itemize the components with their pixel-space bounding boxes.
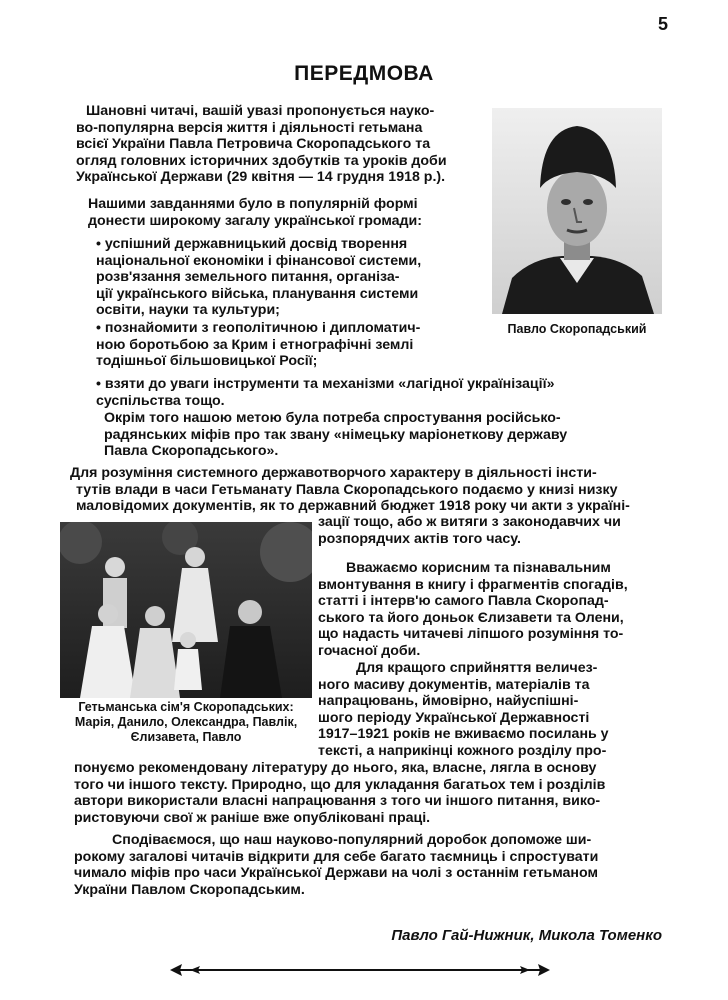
- text-line: освіти, науки та культури;: [96, 302, 280, 318]
- text-line: розв'язання земельного питання, організа-: [96, 269, 400, 285]
- text-line: Павла Скоропадського».: [104, 443, 279, 459]
- authors-signature: Павло Гай-Нижник, Микола Томенко: [391, 927, 662, 944]
- text-line: рокому загалові читачів відкрити для себе багато таємниць і спростувати: [74, 848, 599, 865]
- text-line: тутів влади в часи Гетьманату Павла Скоропадського подаємо у книзі низку: [76, 481, 618, 498]
- text-line: тексті, а наприкінці кожного розділу про-: [318, 742, 607, 759]
- closing-paragraph: [74, 832, 670, 898]
- family-photo-caption: [52, 700, 320, 745]
- portrait-caption: Павло Скоропадський: [507, 322, 647, 336]
- text-line: Окрім того нашою метою була потреба спростування російсько-: [104, 410, 561, 426]
- text-line: ною боротьбою за Крим і етнографічні землі: [96, 336, 414, 353]
- text-line: радянських міфів про так звану «німецьку маріонеткову державу: [104, 426, 568, 443]
- documents-paragraph: [70, 465, 670, 515]
- text-line: огляд головних історичних здобутків та уроків доби: [76, 152, 447, 169]
- sources-paragraph: [318, 660, 668, 759]
- text-line: • успішний державницький досвід творення: [96, 236, 408, 252]
- text-line: гочасної доби.: [318, 642, 421, 659]
- bullet-item: [96, 236, 488, 319]
- text-line: во-популярна версія життя і діяльності гетьмана: [76, 119, 423, 136]
- text-line: статті і інтерв'ю самого Павла Скоропад-: [318, 593, 609, 609]
- text-line: ції українського війська, планування системи: [96, 285, 419, 302]
- text-line: маловідомих документів, як то державний бюджет 1918 року чи акти з україні-: [76, 498, 630, 514]
- text-line: ського та його доньок Єлизавети та Олени,: [318, 609, 624, 626]
- text-line: шого періоду Української Державності: [318, 709, 590, 726]
- text-line: всієї України Павла Петровича Скоропадського та: [76, 136, 431, 152]
- text-line: 1917–1921 років не вживаємо посилань у: [318, 726, 609, 742]
- text-line: Для кращого сприйняття величез-: [356, 660, 598, 676]
- text-line: чимало міфів про часи Української Держави на чолі з останнім гетьманом: [74, 865, 598, 881]
- page-number: 5: [657, 14, 668, 34]
- intro-paragraph: [76, 103, 488, 186]
- bullet-item: [96, 320, 488, 370]
- text-line: Нашими завданнями було в популярній формі: [88, 196, 418, 212]
- documents-continued: [318, 514, 668, 547]
- caption-line: Марія, Данило, Олександра, Павлік,: [74, 715, 298, 729]
- text-line: розпорядчих актів того часу.: [318, 530, 521, 547]
- text-line: ного масиву документів, матеріалів та: [318, 676, 590, 693]
- text-line: ристовуючи свої ж раніше вже опубліковані праці.: [74, 809, 431, 826]
- aim-paragraph: [104, 410, 664, 460]
- portrait-illustration: [492, 108, 662, 314]
- text-line: зації тощо, або ж витяги з законодавчих чи: [318, 514, 621, 530]
- text-line: Для розуміння системного державотворчого характеру в діяльності інсти-: [70, 465, 597, 481]
- tasks-paragraph: [88, 196, 488, 229]
- ornament-divider: [170, 960, 550, 980]
- bullet-item: [96, 376, 666, 409]
- text-line: автори використали власні напрацювання з того чи іншого питання, вико-: [74, 793, 601, 809]
- text-line: напрацювань, ймовірно, найуспішні-: [318, 693, 579, 709]
- caption-line: Гетьманська сім'я Скоропадських:: [78, 700, 294, 714]
- text-line: Вважаємо корисним та пізнавальним: [346, 560, 611, 576]
- text-line: • познайомити з геополітичною і дипломатич-: [96, 320, 421, 336]
- text-line: того чи іншого тексту. Природно, що для укладання багатьох тем і розділів: [74, 776, 606, 793]
- family-illustration: [60, 522, 312, 698]
- text-line: • взяти до уваги інструменти та механізми «лагідної українізації»: [96, 376, 555, 392]
- text-line: Сподіваємося, що наш науково-популярний доробок допоможе ши-: [112, 832, 592, 848]
- portrait-photo: [492, 108, 662, 314]
- text-line: України Павлом Скоропадським.: [74, 881, 305, 898]
- sources-continued: [74, 760, 670, 826]
- memoir-paragraph: [318, 560, 668, 659]
- text-line: Української Держави (29 квітня — 14 грудня 1918 р.).: [76, 169, 446, 185]
- page-title: ПЕРЕДМОВА: [294, 62, 434, 85]
- text-line: суспільства тощо.: [96, 392, 225, 409]
- text-line: тодішньої більшовицької Росії;: [96, 353, 318, 369]
- text-line: що надасть читачеві ліпшого розуміння то-: [318, 626, 624, 642]
- text-line: вмонтування в книгу і фрагментів спогадів,: [318, 576, 628, 593]
- caption-line: Єлизавета, Павло: [130, 730, 242, 744]
- text-line: понуємо рекомендовану літературу до нього, яка, власне, лягла в основу: [74, 760, 597, 776]
- text-line: Шановні читачі, вашій увазі пропонується науко-: [86, 103, 435, 119]
- text-line: національної економіки і фінансової системи,: [96, 252, 422, 269]
- family-photo: [60, 522, 312, 698]
- text-line: донести широкому загалу української громади:: [88, 212, 423, 229]
